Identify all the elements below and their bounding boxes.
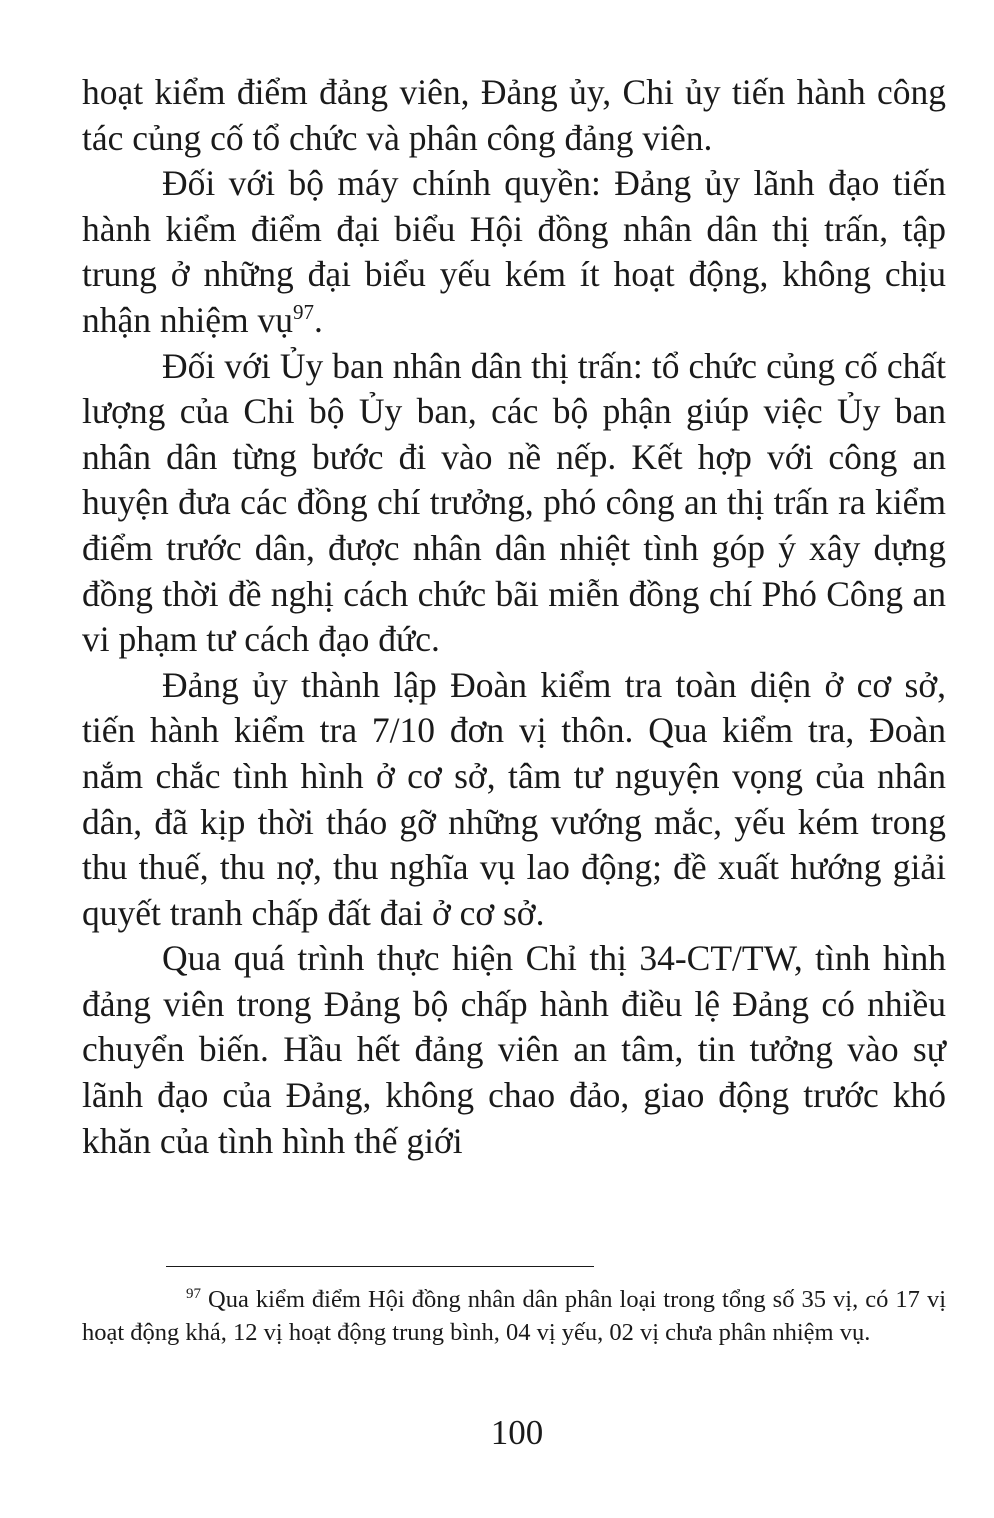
footnote-reference-tail: . (314, 299, 323, 340)
body-paragraph-2 (82, 161, 946, 343)
page-body (82, 70, 946, 1164)
page-number: 100 (490, 1413, 544, 1452)
footnote-reference[interactable]: 97 (293, 300, 314, 325)
body-paragraph-1: hoạt kiểm điểm đảng viên, Đảng ủy, Chi ủy tiến hành công tác củng cố tổ chức và phân công đảng viên. (82, 72, 946, 158)
footnote (82, 1284, 946, 1349)
footnote-number: 97 (186, 1285, 201, 1302)
body-paragraph-5: Qua quá trình thực hiện Chỉ thị 34-CT/TW, tình hình đảng viên trong Đảng bộ chấp hành điều lệ Đảng có nhiều chuyển biến. Hầu hết đảng viên an tâm, tin tưởng vào sự lãnh đạo của Đảng, không chao đảo, giao động trước khó khăn của tình hình thế giới (82, 938, 946, 1161)
body-paragraph-2-text: Đối với bộ máy chính quyền: Đảng ủy lãnh đạo tiến hành kiểm điểm đại biểu Hội đồng nhân dân thị trấn, tập trung ở những đại biểu yếu kém ít hoạt động, không chịu nhận nhiệm vụ (82, 163, 946, 340)
body-paragraph-4: Đảng ủy thành lập Đoàn kiểm tra toàn diện ở cơ sở, tiến hành kiểm tra 7/10 đơn vị thôn. Qua kiểm tra, Đoàn nắm chắc tình hình ở cơ sở, tâm tư nguyện vọng của nhân dân, đã kịp thời tháo gỡ những vướng mắc, yếu kém trong thu thuế, thu nợ, thu nghĩa vụ lao động; đề xuất hướng giải quyết tranh chấp đất đai ở cơ sở. (82, 664, 946, 933)
footnote-text: Qua kiểm điểm Hội đồng nhân dân phân loại trong tổng số 35 vị, có 17 vị hoạt động khá, 12 vị hoạt động trung bình, 04 vị yếu, 02 vị chưa phân nhiệm vụ. (82, 1286, 947, 1346)
footnote-divider (166, 1266, 594, 1267)
body-paragraph-3: Đối với Ủy ban nhân dân thị trấn: tổ chức củng cố chất lượng của Chi bộ Ủy ban, các bộ phận giúp việc Ủy ban nhân dân từng bước đi vào nề nếp. Kết hợp với công an huyện đưa các đồng chí trưởng, phó công an thị trấn ra kiểm điểm trước dân, được nhân dân nhiệt tình góp ý xây dựng đồng thời đề nghị cách chức bãi miễn đồng chí Phó Công an vi phạm tư cách đạo đức. (82, 345, 946, 660)
